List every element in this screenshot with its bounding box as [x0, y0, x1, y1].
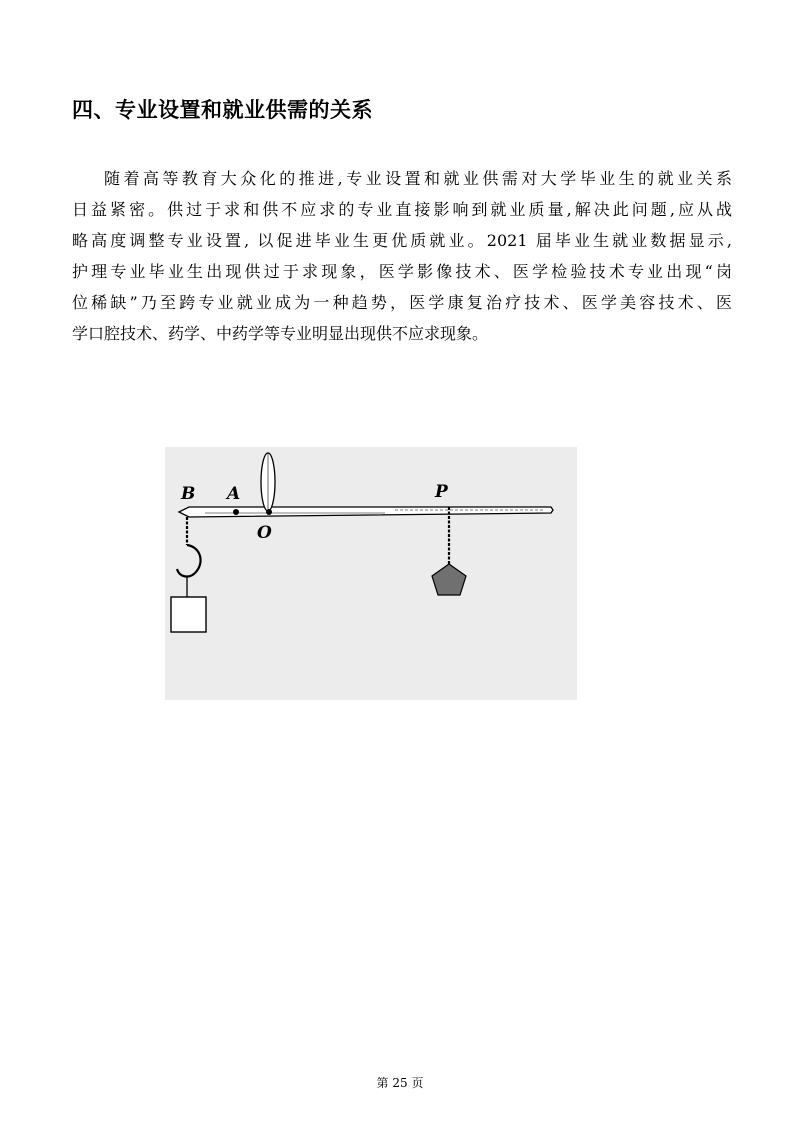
paragraph-line: 略高度调整专业设置, 以促进毕业生更优质就业。2021 届毕业生就业数据显示, [72, 231, 732, 250]
steelyard-diagram [165, 447, 577, 700]
paragraph-line: 日益紧密。供过于求和供不应求的专业直接影响到就业质量,解决此问题,应从战 [72, 200, 732, 219]
page-number: 第 25 页 [376, 1076, 424, 1090]
paragraph-line: 随着高等教育大众化的推进,专业设置和就业供需对大学毕业生的就业关系 [104, 169, 732, 188]
label-b: B [181, 484, 196, 504]
paragraph-line: 位稀缺”乃至跨专业就业成为一种趋势，医学康复治疗技术、医学美容技术、医 [72, 293, 732, 312]
label-p: P [435, 482, 448, 502]
hanging-box [171, 597, 206, 632]
paragraph-line: 护理专业毕业生出现供过于求现象，医学影像技术、医学检验技术专业出现“岗 [72, 262, 732, 281]
paragraph-line: 学口腔技术、药学、中药学等专业明显出现供不应求现象。 [72, 324, 489, 343]
body-paragraph [72, 163, 732, 349]
label-a: A [227, 484, 241, 504]
label-o: O [257, 523, 272, 543]
point-o-dot [266, 509, 272, 515]
point-a-dot [233, 509, 239, 515]
section-heading: 四、专业设置和就业供需的关系 [72, 98, 373, 122]
